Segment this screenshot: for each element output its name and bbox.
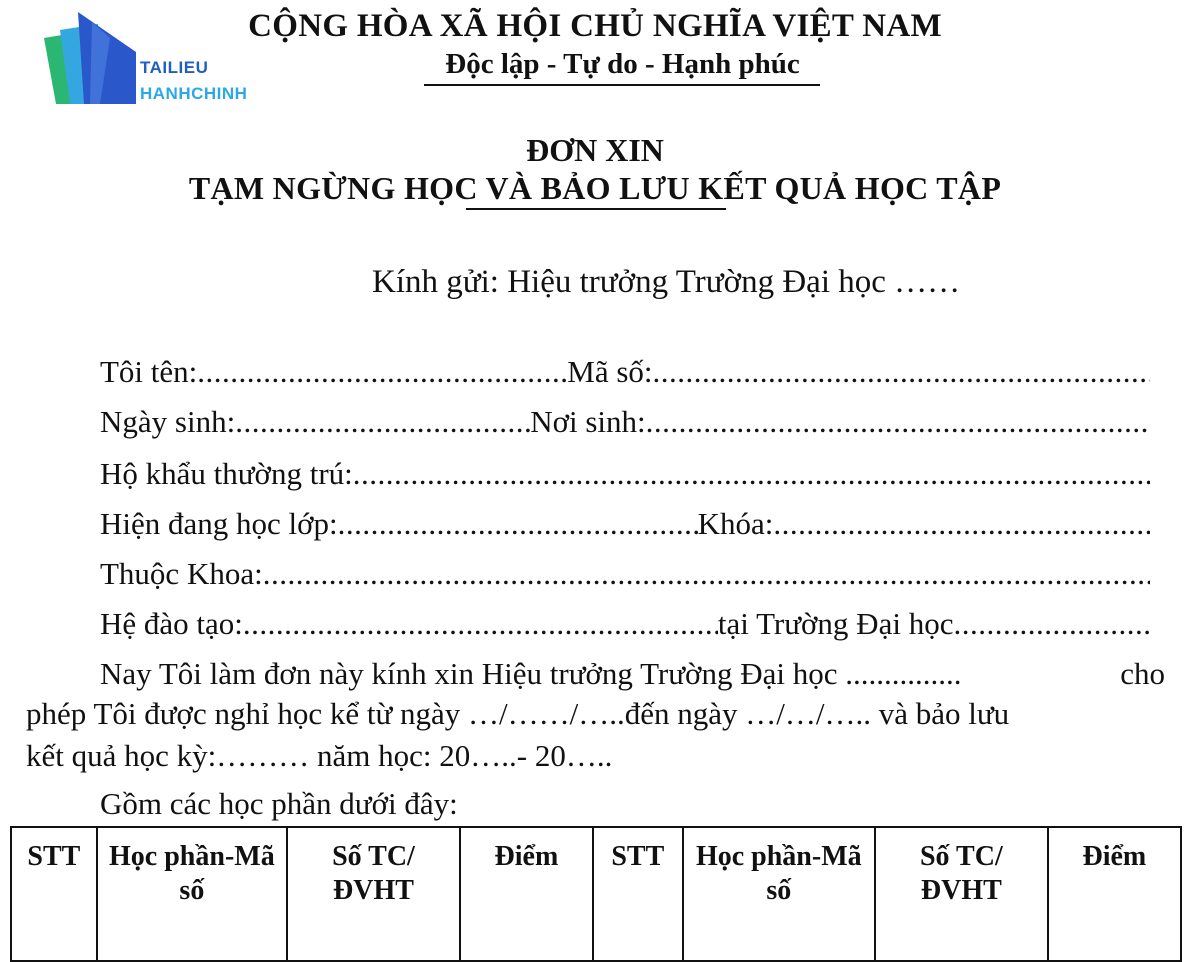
- university-label: tại Trường Đại học: [717, 606, 954, 641]
- document-title: ĐƠN XIN: [526, 132, 664, 168]
- national-title: CỘNG HÒA XÃ HỘI CHỦ NGHĨA VIỆT NAM: [248, 8, 942, 44]
- class-fill-line: [338, 506, 698, 542]
- request-line-1: [100, 656, 1165, 692]
- column-header-stt: STT: [11, 827, 97, 961]
- column-header-stt-2: STT: [593, 827, 683, 961]
- residence-row: [100, 456, 1150, 492]
- name-fill-line: [197, 354, 567, 390]
- title-underline: [466, 208, 726, 210]
- university-fill-line: [953, 606, 1150, 642]
- residence-fill-line: [353, 456, 1150, 492]
- column-header-credits-2: Số TC/ĐVHT: [875, 827, 1048, 961]
- document-subtitle: TẠM NGỪNG HỌC VÀ BẢO LƯU KẾT QUẢ HỌC TẬP: [188, 170, 1002, 206]
- course-fill-line: [773, 506, 1150, 542]
- recipient-line: Kính gửi: Hiệu trưởng Trường Đại học ……: [372, 264, 961, 300]
- training-system-fill-line: [243, 606, 718, 642]
- request-text-end: cho: [1120, 656, 1165, 691]
- motto-underline: [424, 84, 820, 86]
- faculty-fill-line: [263, 556, 1150, 592]
- column-header-score: Điểm: [460, 827, 593, 961]
- column-header-subject: Học phần-Mã số: [97, 827, 287, 961]
- class-row: [100, 506, 1150, 542]
- subjects-intro: Gồm các học phần dưới đây:: [100, 786, 458, 821]
- training-row: [100, 606, 1150, 642]
- column-header-score-2: Điểm: [1048, 827, 1181, 961]
- class-label: Hiện đang học lớp:: [100, 506, 338, 541]
- logo-text-hanhchinh: HANHCHINH: [140, 84, 248, 103]
- request-line-2: phép Tôi được nghỉ học kể từ ngày …/……/…..đến ngày …/…/….. và bảo lưu: [26, 696, 1010, 731]
- logo-text-tailieu: TAILIEU: [140, 58, 209, 77]
- request-text-start: Nay Tôi làm đơn này kính xin Hiệu trưởng Trường Đại học ...............: [100, 656, 962, 691]
- course-label: Khóa:: [697, 506, 774, 541]
- name-label: Tôi tên:: [100, 354, 198, 389]
- subjects-table: [10, 826, 1182, 962]
- birth-row: [100, 404, 1150, 440]
- request-line-3: kết quả học kỳ:……… năm học: 20…..- 20…..: [26, 738, 613, 773]
- student-id-fill-line: [653, 354, 1150, 390]
- column-header-credits: Số TC/ĐVHT: [287, 827, 460, 961]
- birth-place-label: Nơi sinh:: [530, 404, 646, 439]
- faculty-row: [100, 556, 1150, 592]
- table-header-row: [11, 827, 1181, 961]
- birth-place-fill-line: [646, 404, 1150, 440]
- column-header-subject-2: Học phần-Mã số: [683, 827, 875, 961]
- name-row: [100, 354, 1150, 390]
- faculty-label: Thuộc Khoa:: [100, 556, 263, 591]
- birth-date-label: Ngày sinh:: [100, 404, 236, 439]
- training-system-label: Hệ đào tạo:: [100, 606, 243, 641]
- birth-date-fill-line: [235, 404, 530, 440]
- student-id-label: Mã số:: [567, 354, 653, 389]
- residence-label: Hộ khẩu thường trú:: [100, 456, 353, 491]
- national-motto: Độc lập - Tự do - Hạnh phúc: [445, 48, 800, 80]
